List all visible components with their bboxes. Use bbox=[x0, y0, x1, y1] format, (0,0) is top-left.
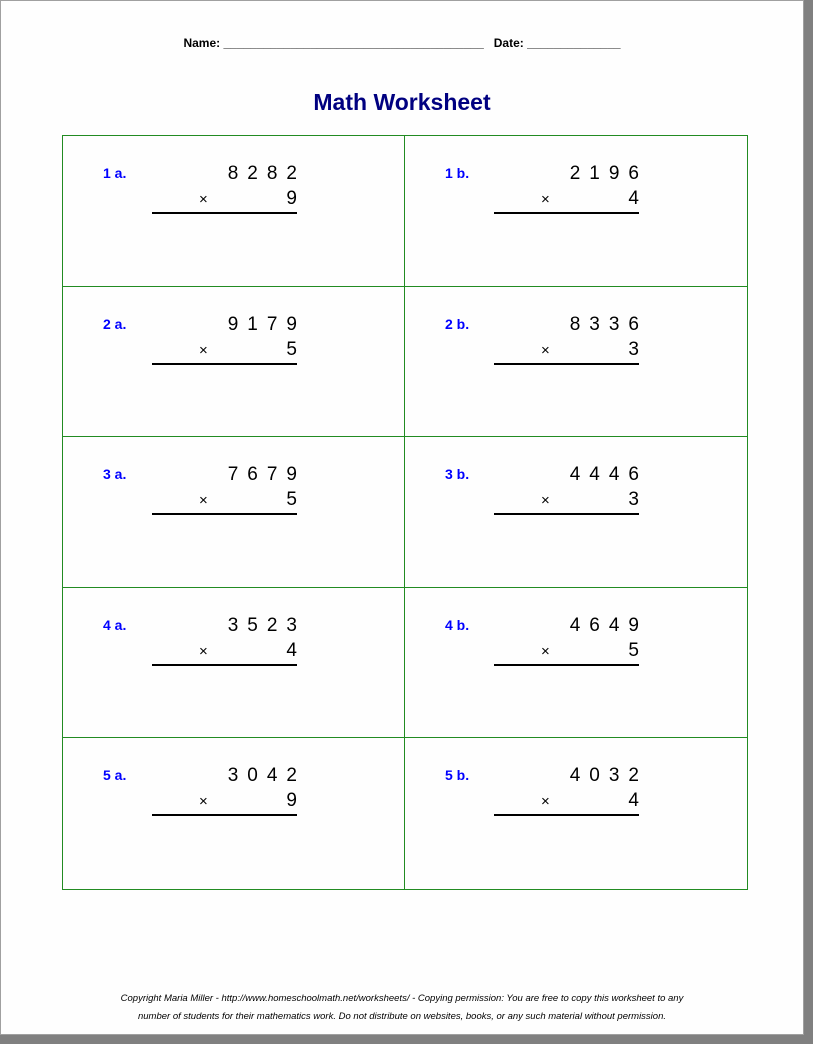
problem-label: 5 a. bbox=[103, 767, 127, 784]
multiplicand: 4446 bbox=[569, 464, 648, 486]
multiplicand: 4032 bbox=[569, 765, 648, 787]
multiplier-row bbox=[152, 489, 297, 515]
times-sign: × bbox=[541, 492, 550, 510]
times-sign: × bbox=[541, 793, 550, 811]
problem-cell bbox=[63, 287, 405, 438]
multiplier-row bbox=[152, 790, 297, 816]
problem-label: 4 a. bbox=[103, 616, 127, 633]
multiplier: 9 bbox=[286, 188, 297, 209]
date-label: Date: bbox=[493, 36, 524, 50]
date-blank: ______________ bbox=[527, 36, 621, 50]
multiplication-problem bbox=[152, 313, 306, 365]
multiplication-problem bbox=[494, 463, 648, 515]
multiplicand: 9179 bbox=[227, 313, 306, 335]
multiplication-problem bbox=[494, 614, 648, 666]
name-label: Name: bbox=[183, 36, 221, 50]
multiplier: 3 bbox=[628, 338, 639, 360]
multiplier: 5 bbox=[286, 338, 297, 360]
multiplier-row bbox=[494, 489, 639, 515]
problem-cell bbox=[63, 437, 405, 588]
problem-label: 2 a. bbox=[103, 315, 127, 332]
problem-label: 2 b. bbox=[445, 315, 470, 332]
multiplier-row bbox=[494, 790, 639, 816]
multiplier: 4 bbox=[286, 639, 297, 661]
times-sign: × bbox=[541, 642, 550, 660]
copyright-footer bbox=[1, 990, 803, 1026]
problem-label: 3 b. bbox=[445, 466, 470, 483]
times-sign: × bbox=[541, 341, 550, 359]
page-title: Math Worksheet bbox=[313, 89, 491, 115]
problem-label: 1 a. bbox=[103, 165, 127, 181]
problem-cell bbox=[405, 136, 747, 287]
multiplication-problem bbox=[494, 313, 648, 365]
multiplier-row bbox=[152, 640, 297, 666]
problem-label: 4 b. bbox=[445, 616, 470, 633]
multiplicand: 7679 bbox=[227, 464, 306, 486]
multiplier: 4 bbox=[628, 790, 639, 812]
footer-line: Copyright Maria Miller - http://www.homeschoolmath.net/worksheets/ - Copying permission: You are free to copy this worksheet to any bbox=[120, 993, 684, 1004]
multiplier-row bbox=[152, 339, 297, 365]
multiplier: 9 bbox=[286, 790, 297, 812]
multiplier-row bbox=[494, 640, 639, 666]
multiplicand: 8336 bbox=[569, 313, 648, 335]
problem-cell bbox=[405, 738, 747, 889]
multiplication-problem bbox=[152, 162, 306, 214]
multiplier: 4 bbox=[628, 188, 639, 209]
multiplicand: 3523 bbox=[227, 614, 306, 636]
multiplicand: 2196 bbox=[569, 163, 648, 184]
problem-label: 3 a. bbox=[103, 466, 127, 483]
multiplication-problem bbox=[152, 614, 306, 666]
multiplier: 5 bbox=[286, 489, 297, 511]
problem-cell bbox=[405, 588, 747, 739]
problem-cell bbox=[63, 588, 405, 739]
problem-cell bbox=[405, 437, 747, 588]
problem-cell bbox=[63, 136, 405, 287]
multiplier: 3 bbox=[628, 489, 639, 511]
multiplier-row bbox=[494, 339, 639, 365]
student-info-line bbox=[1, 36, 803, 50]
multiplication-problem bbox=[152, 463, 306, 515]
multiplicand: 8282 bbox=[227, 163, 306, 184]
multiplicand: 3042 bbox=[227, 765, 306, 787]
name-blank: _______________________________________ bbox=[223, 36, 484, 50]
multiplication-problem bbox=[152, 764, 306, 816]
times-sign: × bbox=[199, 793, 208, 811]
problem-label: 5 b. bbox=[445, 767, 470, 784]
footer-line: number of students for their mathematics work. Do not distribute on websites, books, or any such material without permission. bbox=[137, 1011, 666, 1022]
multiplier-row bbox=[494, 188, 639, 214]
multiplicand: 4649 bbox=[569, 614, 648, 636]
multiplier: 5 bbox=[628, 639, 639, 661]
multiplication-problem bbox=[494, 162, 648, 214]
times-sign: × bbox=[199, 191, 208, 208]
times-sign: × bbox=[199, 642, 208, 660]
times-sign: × bbox=[199, 341, 208, 359]
problem-label: 1 b. bbox=[445, 165, 470, 181]
times-sign: × bbox=[541, 191, 550, 208]
problem-grid bbox=[62, 135, 748, 890]
times-sign: × bbox=[199, 492, 208, 510]
problem-cell bbox=[63, 738, 405, 889]
multiplication-problem bbox=[494, 764, 648, 816]
problem-cell bbox=[405, 287, 747, 438]
multiplier-row bbox=[152, 188, 297, 214]
